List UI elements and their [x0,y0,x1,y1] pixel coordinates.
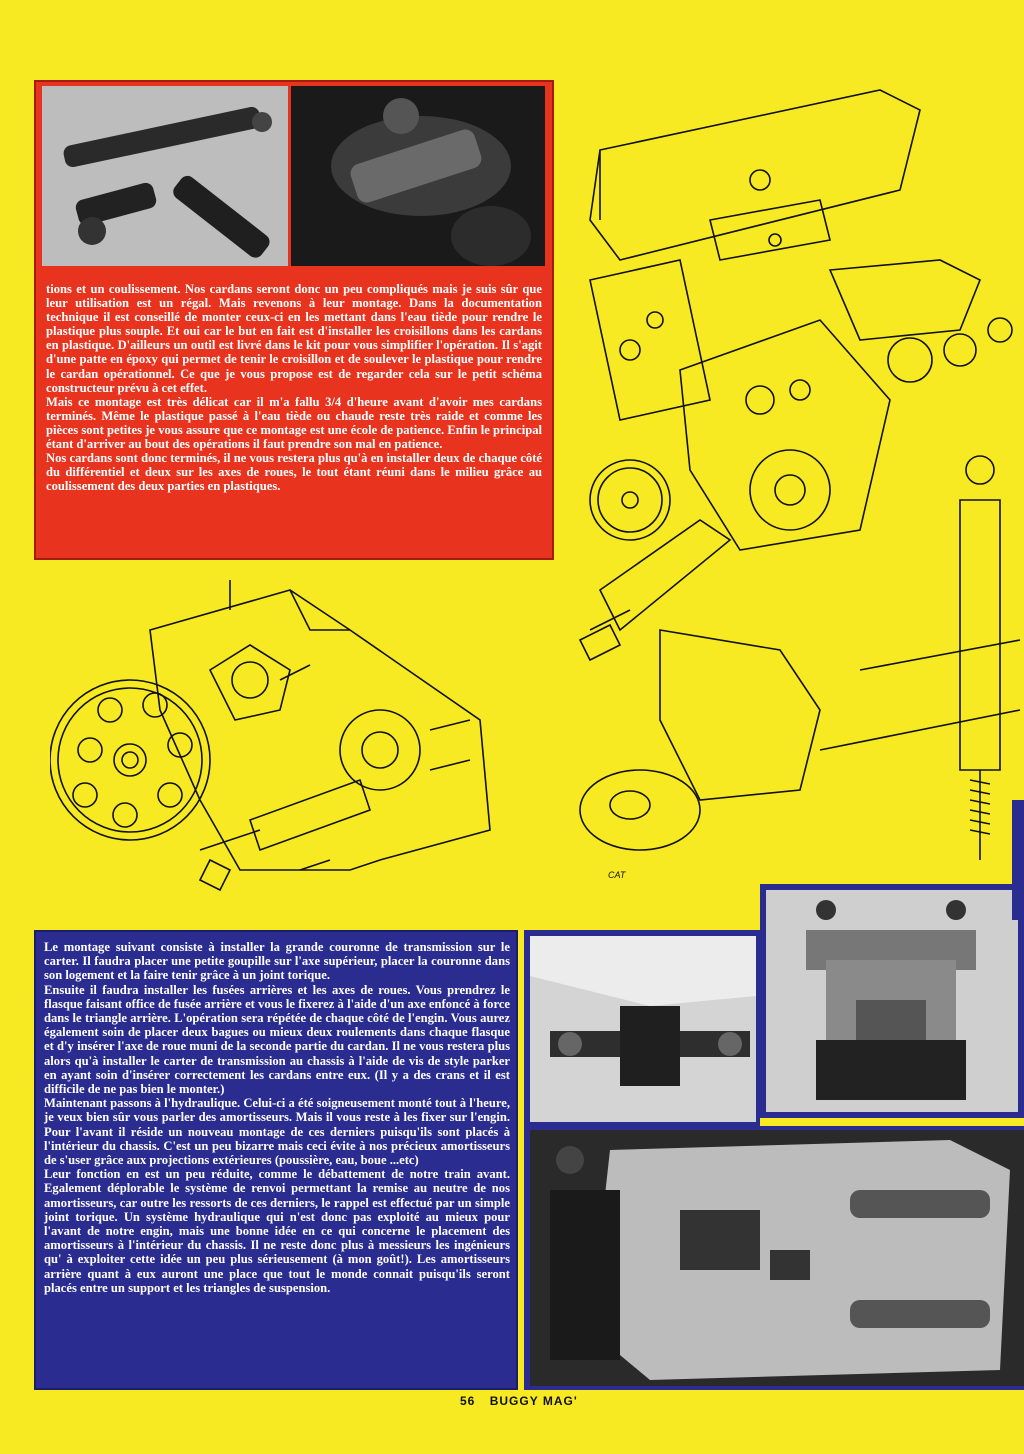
diagram-cat-label: CAT [608,870,626,880]
red-paragraph-2: Mais ce montage est très délicat car il m'a fallu 3/4 d'heure avant d'avoir mes cardans terminés. Même le plastique passé à l'eau tiède ou chaude reste très raide et comme les pièces sont petites je vous assure que ce montage est une école de patience. Enfin le principal étant d'arriver au bout des opérations il faut prendre son mal en patience. [46,394,542,452]
blue-paragraph-1: Le montage suivant consiste à installer la grande couronne de transmission sur le carter. Il faudra placer une petite goupille sur l'axe supérieur, placer la couronne dans son logement et la faire tenir grâce à un joint torique. [44,940,510,983]
photo-cardan-parts [42,86,288,266]
red-paragraph-3: Nos cardans sont donc terminés, il ne vous restera plus qu'à en installer deux de chaque côté du différentiel et deux sur les axes de roues, le tout étant réuni dans le milieu grâce au coulissement des deux parties en plastiques. [46,451,542,494]
edge-strip [1012,800,1024,920]
rear-transmission-image [530,936,756,1122]
blue-paragraph-4: Leur fonction en est un peu réduite, comme le débattement de notre train avant. Egalement déplorable le système de renvoi permettant la remise au neutre de nos amortisseurs, car outre les ressorts de ces derniers, le rappel est effectué par un simple joint torique. Un système hydraulique qui n'est donc pas exploité au mieux pour l'avant de notre engin, mais une bonne idée en ce qui concerne le placement des amortisseurs à l'intérieur du chassis. Il ne reste donc plus à messieurs les ingénieurs qu' à exploiter cette idée un peu plus sérieusement (à mon goût!). Les amortisseurs arrière quant à eux auront une place que tout le monde connait puisqu'ils seront placés entre un support et les triangles de suspension. [44,1167,510,1295]
blue-article-text [44,940,510,1295]
photo-chassis-shocks [530,1130,1024,1386]
magazine-name: BUGGY MAG' [489,1394,578,1408]
page-number: 56 [460,1394,476,1408]
photo-cardan-mounted [291,86,545,266]
red-paragraph-1: tions et un coulissement. Nos cardans seront donc un peu compliqués mais je suis sûr que leur utilisation est un régal. Mais revenons à leur montage. Dans la documentation technique il est conseillé de monter ceux-ci en les mettant dans l'eau tiède pour rendre le plastique plus souple. Et oui car le but en fait est d'installer les croisillons dans les cardans en plastique. D'ailleurs un outil est livré dans le kit pour vous simplifier l'opération. Il s'agit d'une patte en époxy qui permet de tenir le croisillon et de soulever le plastique pour rendre le cardan opérationnel. Ce que je vous propose est de regarder cela sur le petit schéma constructeur prévu à cet effet. [46,282,542,395]
rear-mount-image [766,890,1018,1112]
cardan-parts-image [42,86,288,266]
gearbox-drawing [50,570,510,910]
blue-paragraph-2: Ensuite il faudra installer les fusées arrières et les axes de roues. Vous prendrez le flasque faisant office de fusée arrière et vous le fixerez à l'aide d'un axe enfoncé à force dans le triangle arrière. L'opération sera répétée de chaque côté de l'engin. Vous aurez également soin de placer deux bagues ou mieux deux roulements dans chaque flasque et d'y insérer l'axe de roue muni de la seconde partie du cardan. Il ne vous restera plus alors qu'à installer le carter de transmission au chassis à l'aide de vis de style parker en ayant soin d'insérer correctement les cardans entre eux. (Il y a des crans et il est difficile de ne pas bien le monter.) [44,982,510,1097]
exploded-view-drawing [560,70,1024,890]
photo-rear-mount [766,890,1018,1112]
cardan-mounted-image [291,86,545,266]
blue-paragraph-3: Maintenant passons à l'hydraulique. Celui-ci a été soigneusement monté tout à l'heure, je veux bien sûr vous parler des amortisseurs. Mais il vous reste à les fixer sur l'engin. Pour l'avant il réside un nouveau montage de ces derniers puisqu'ils sont placés à l'intérieur du chassis. C'est un peu bizarre mais ceci évite à nos précieux amortisseurs de s'user grâce aux projections extérieures (poussière, eau, boue ...etc) [44,1096,510,1168]
photo-rear-transmission [530,936,756,1122]
red-article-text [46,282,542,493]
chassis-shocks-image [530,1130,1024,1386]
page-footer [460,1394,588,1408]
